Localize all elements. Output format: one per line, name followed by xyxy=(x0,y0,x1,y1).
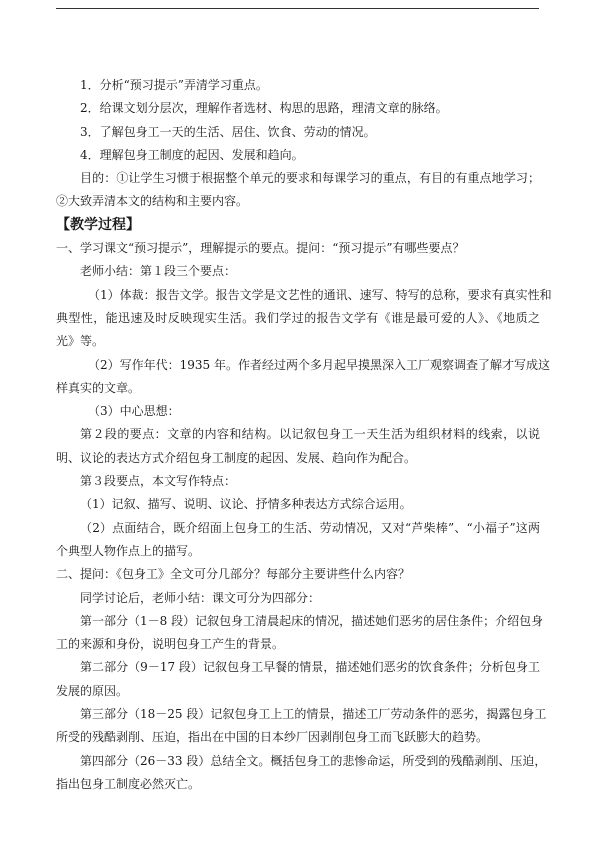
part-a-line-2: 工的来源和身份，说明包身工产生的背景。 xyxy=(56,637,285,652)
feature2-line-1: （2）点面结合，既介绍面上包身工的生活、劳动情况，又对“芦柴棒”、“小福子”这两 xyxy=(80,520,540,535)
part2-question: 二、提问：《包身工》全文可分几部分？每部分主要讲些什么内容？ xyxy=(56,567,411,582)
point3: （3）中心思想： xyxy=(88,404,180,419)
part1-question: 一、学习课文“预习提示”，理解提示的要点。提问：“预习提示”有哪些要点？ xyxy=(56,241,465,256)
section2-line-2: 明、议论的表达方式介绍包身工制度的起因、发展、趋向作为配合。 xyxy=(56,450,417,465)
part-c-line-2: 所受的残酷剥削、压迫，指出在中国的日本纱厂因剥削包身工而飞跃膨大的趋势。 xyxy=(56,730,489,745)
purpose-line-2: ②大致弄清本文的结构和主要内容。 xyxy=(56,194,249,209)
document-body xyxy=(56,74,552,796)
part-c-line-1: 第三部分（18－25 段）记叙包身工上工的情景，描述工厂劳动条件的恶劣，揭露包身工 xyxy=(80,707,547,722)
part-d-line-2: 指出包身工制度必然灭亡。 xyxy=(56,776,201,791)
point1-line-1: （1）体裁：报告文学。报告文学是文艺性的通讯、速写、特写的总称，要求有真实性和 xyxy=(88,287,552,302)
objective-3: 3．了解包身工一天的生活、居住、饮食、劳动的情况。 xyxy=(80,124,376,139)
part-b-line-2: 发展的原因。 xyxy=(56,683,129,698)
part-a-line-1: 第一部分（1－8 段）记叙包身工清晨起床的情况，描述她们恶劣的居住条件；介绍包身 xyxy=(80,613,544,628)
objective-1: 1．分析“预习提示”弄清学习重点。 xyxy=(80,78,268,92)
teacher-summary: 老师小结：第１段三个要点： xyxy=(80,264,237,279)
point2-line-1: （2）写作年代：1935 年。作者经过两个多月起早摸黑深入工厂观察调查了解才写成这 xyxy=(88,357,550,372)
point2-line-2: 样真实的文章。 xyxy=(56,380,141,395)
purpose-line-1: 目的：①让学生习惯于根据整个单元的要求和每课学习的重点，有目的有重点地学习； xyxy=(80,171,540,186)
point1-line-2: 典型性，能迅速及时反映现实生活。我们学过的报告文学有《谁是最可爱的人》、《地质之 xyxy=(56,310,540,325)
feature2-line-2: 个典型人物作点上的描写。 xyxy=(56,543,201,558)
part-b-line-1: 第二部分（9－17 段）记叙包身工早餐的情景，描述她们恶劣的饮食条件；分析包身工 xyxy=(80,660,540,675)
section3: 第３段要点，本文写作特点： xyxy=(80,474,237,489)
section2-line-1: 第２段的要点：文章的内容和结构。以记叙包身工一天生活为组织材料的线索，以说 xyxy=(80,427,540,442)
feature-1: （1）记叙、描写、说明、议论、抒情多种表达方式综合运用。 xyxy=(80,497,412,512)
objective-2: 2．给课文划分层次，理解作者选材、构思的思路，理清文章的脉络。 xyxy=(80,101,448,116)
header-rule xyxy=(56,8,539,9)
point1-line-3: 光》等。 xyxy=(56,334,105,349)
section-heading: 【教学过程】 xyxy=(56,216,140,233)
objective-4: 4．理解包身工制度的起因、发展和趋向。 xyxy=(80,147,304,162)
discussion: 同学讨论后，老师小结：课文可分为四部分： xyxy=(80,590,321,605)
part-d-line-1: 第四部分（26－33 段）总结全文。概括包身工的悲惨命运，所受到的残酷剥削、压迫， xyxy=(80,753,547,768)
